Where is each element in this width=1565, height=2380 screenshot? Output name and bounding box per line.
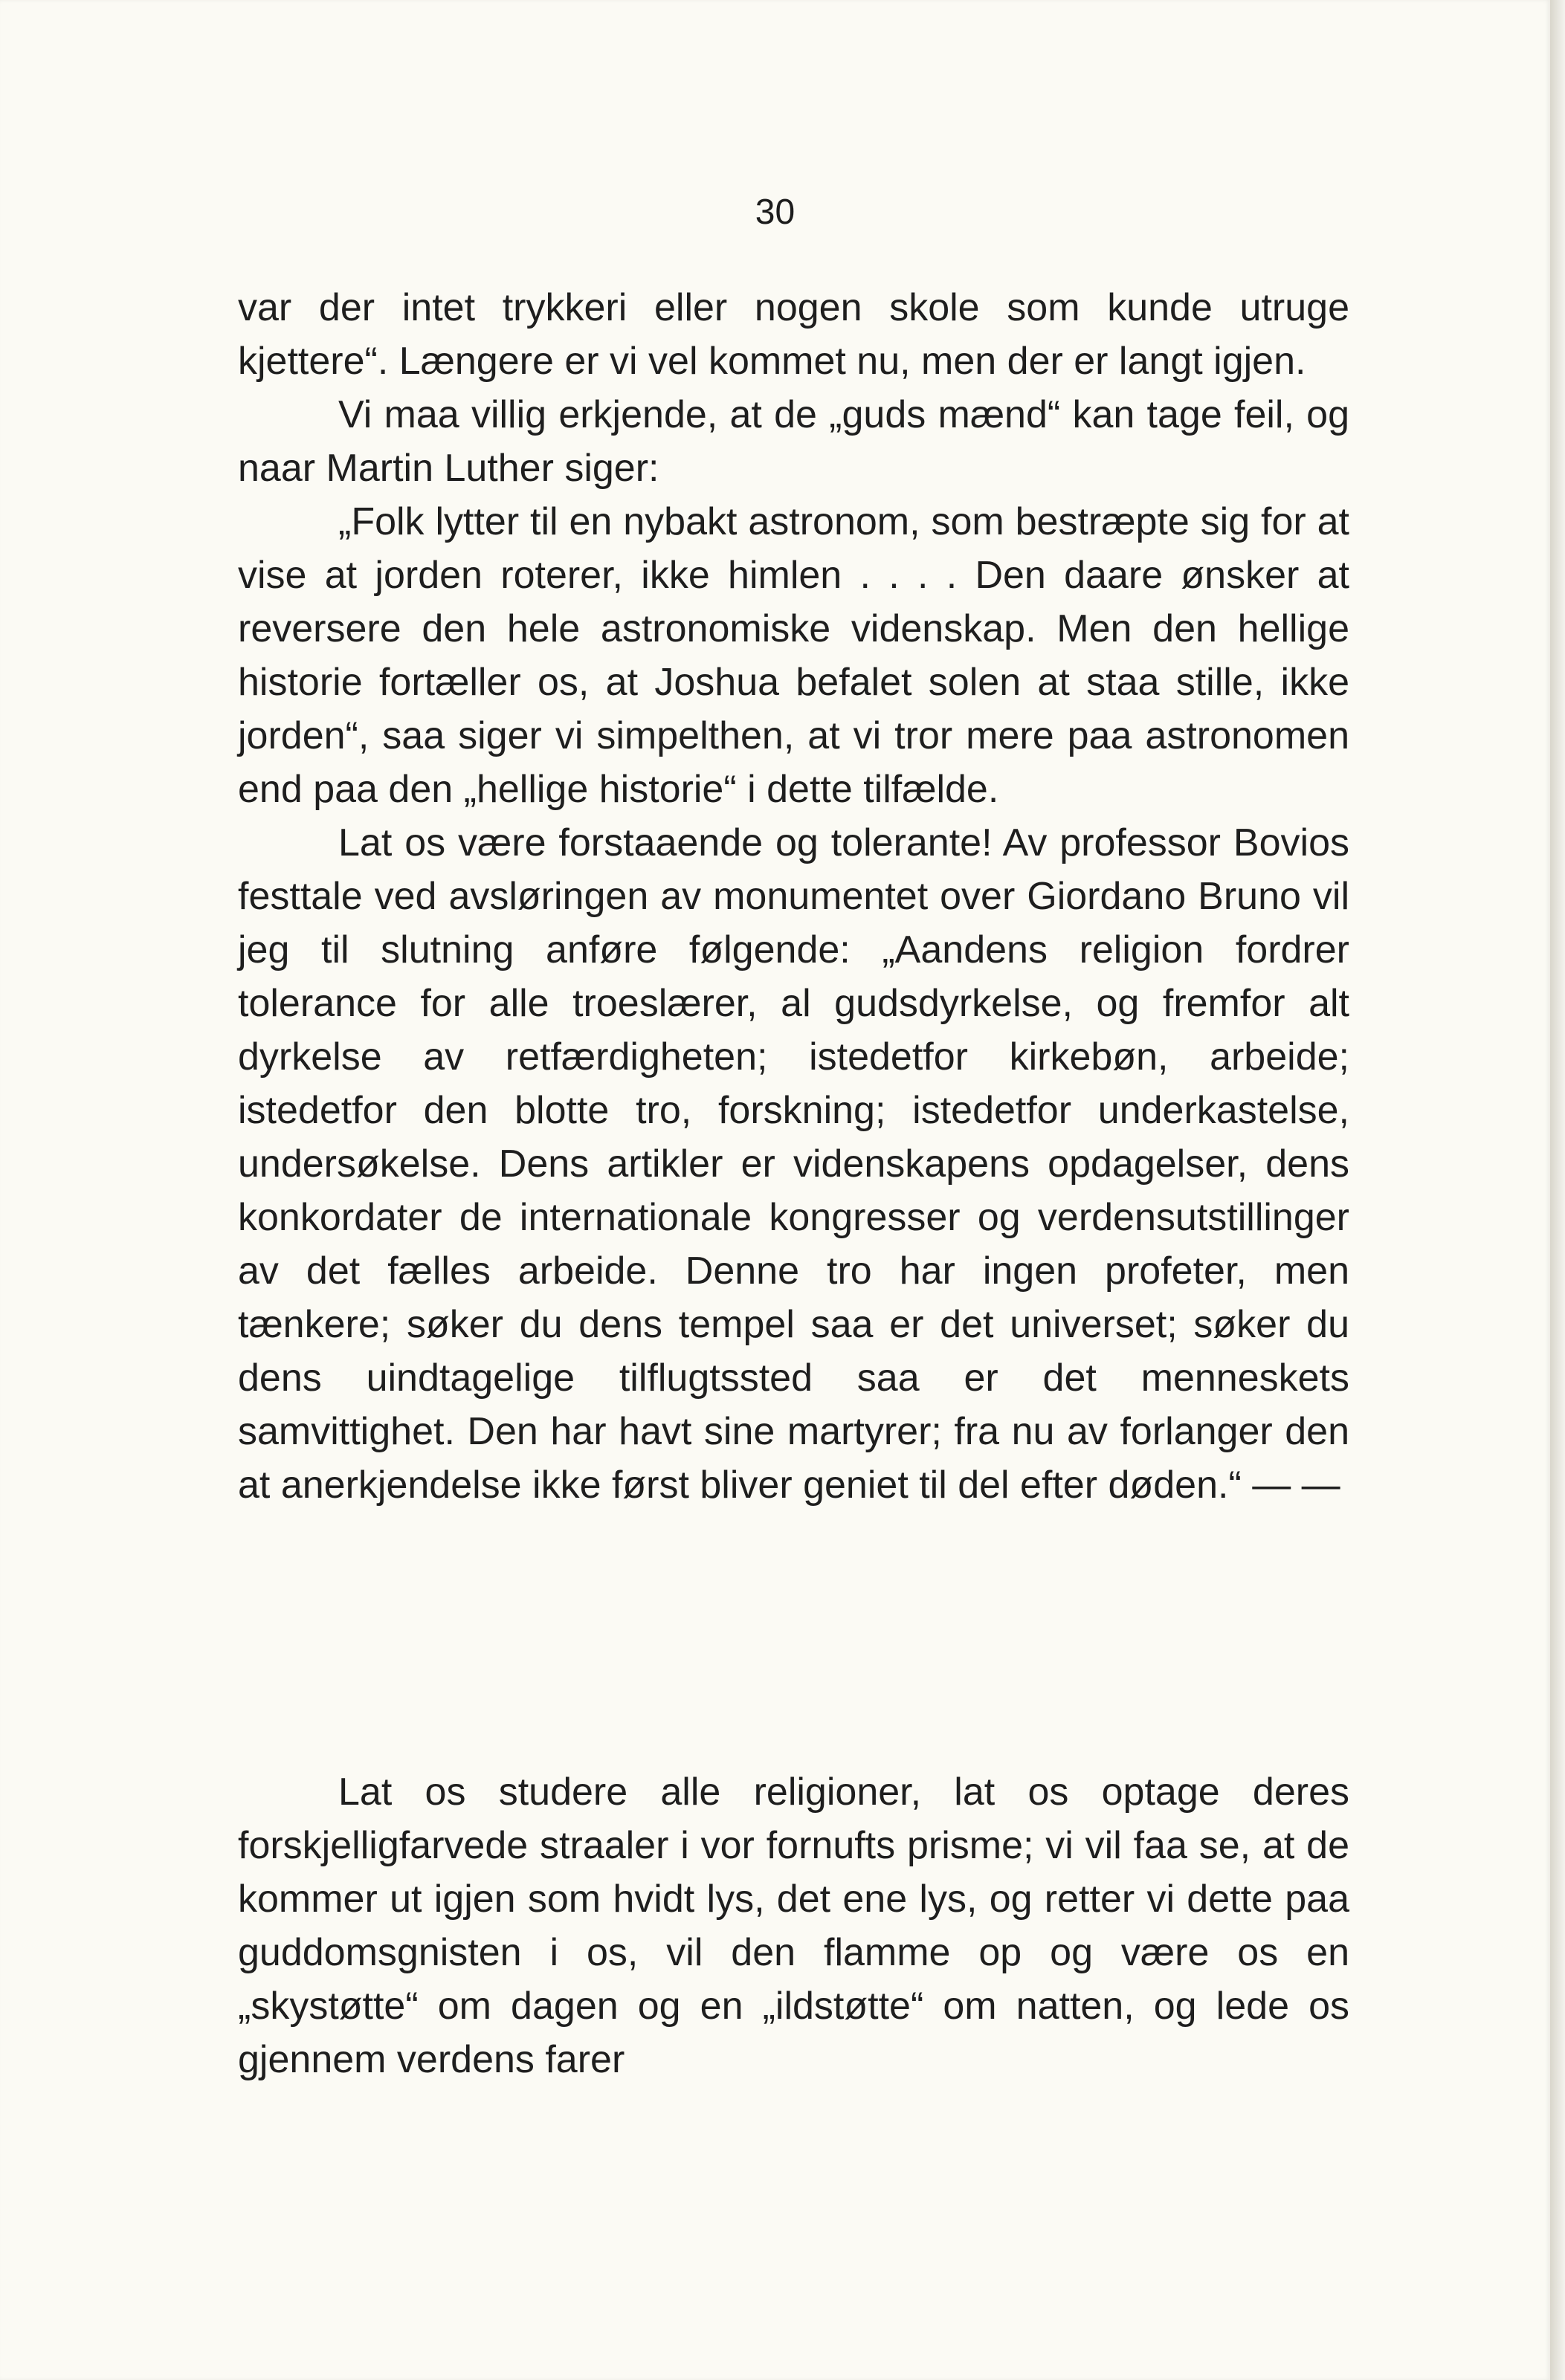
paragraph: Lat os studere alle religioner, lat os optage deres forskjelligfarvede straaler i vor fornufts prisme; vi vil faa se, at de kommer ut igjen som hvidt lys, det ene lys, og retter vi dette paa guddomsgnisten i os, vil den flamme op og være os en „skystøtte“ om dagen og en „ildstøtte“ om natten, og lede os gjennem verdens farer (238, 1771, 1349, 2081)
page-number: 30 (755, 193, 796, 232)
closing-text-block (238, 1765, 1349, 2086)
paragraph: Lat os være forstaaende og tolerante! Av professor Bovios festtale ved avsløringen av monumentet over Giordano Bruno vil jeg til slutning anføre følgende: „Aandens religion fordrer tolerance for alle troeslærer, al gudsdyrkelse, og fremfor alt dyrkelse av retfærdigheten; istedetfor kirkebøn, arbeide; istedetfor den blotte tro, forskning; istedetfor underkastelse, undersøkelse. Dens artikler er videnskapens opdagelser, dens konkordater de internationale kongresser og verdensutstillinger av det fælles arbeide. Denne tro har ingen profeter, men tænkere; søker du dens tempel saa er det universet; søker du dens uindtagelige tilflugtssted saa er det menneskets samvittighet. Den har havt sine martyrer; fra nu av forlanger den at anerkjendelse ikke først bliver geniet til del efter døden.“ — — (238, 821, 1349, 1507)
paragraph: var der intet trykkeri eller nogen skole som kunde utruge kjettere“. Længere er vi vel kommet nu, men der er langt igjen. (238, 286, 1349, 383)
main-text-block (238, 281, 1349, 1512)
page-edge (1550, 0, 1565, 2380)
block-quote-luther: „Folk lytter til en nybakt astronom, som bestræpte sig for at vise at jorden roterer, ikke himlen . . . . Den daare ønsker at reversere den hele astronomiske videnskap. Men den hellige historie fortæller os, at Joshua befalet solen at staa stille, ikke jorden“, saa siger vi simpelthen, at vi tror mere paa astronomen end paa den „hellige historie“ i dette tilfælde. (238, 500, 1349, 811)
paragraph: Vi maa villig erkjende, at de „guds mænd“ kan tage feil, og naar Martin Luther siger: (238, 393, 1349, 490)
